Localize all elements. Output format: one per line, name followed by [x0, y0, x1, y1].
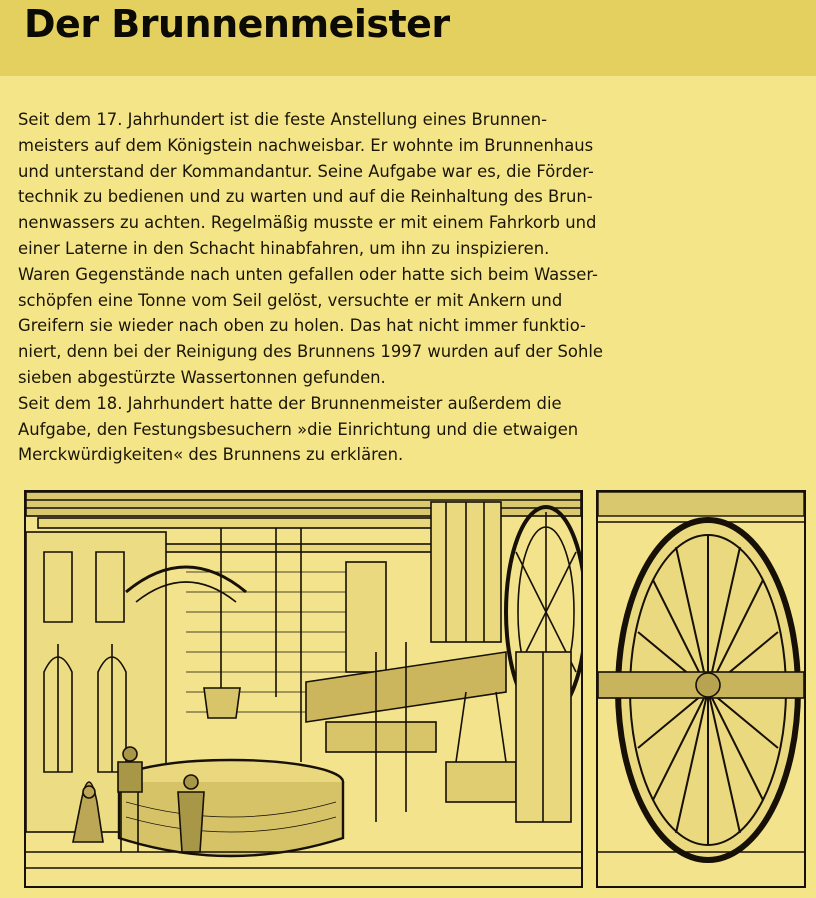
- body-line: meisters auf dem Königstein nachweisbar. Er wohnte im Brunnenhaus: [18, 135, 594, 155]
- body-line: sieben abgestürzte Wassertonnen gefunden.: [18, 367, 386, 387]
- body-line: Aufgabe, den Festungsbesuchern »die Einrichtung und die etwaigen: [18, 419, 579, 439]
- well-house-drawing: [26, 492, 581, 886]
- body-line: und unterstand der Kommandantur. Seine Aufgabe war es, die Förder-: [18, 161, 594, 181]
- engraving-treadwheel: [596, 490, 806, 888]
- body-line: niert, denn bei der Reinigung des Brunnens 1997 wurden auf der Sohle: [18, 342, 603, 362]
- page-title: Der Brunnenmeister: [24, 2, 450, 46]
- body-line: technik zu bedienen und zu warten und auf die Reinhaltung des Brun-: [18, 187, 593, 207]
- body-line: Greifern sie wieder nach oben zu holen. Das hat nicht immer funktio-: [18, 316, 586, 336]
- body-line: Merckwürdigkeiten« des Brunnens zu erklären.: [18, 445, 404, 465]
- body-line: Waren Gegenstände nach unten gefallen oder hatte sich beim Wasser-: [18, 264, 598, 284]
- engraving-well-house: [24, 490, 583, 888]
- title-bar: [0, 0, 816, 76]
- body-text: [18, 107, 630, 468]
- body-line: schöpfen eine Tonne vom Seil gelöst, versuchte er mit Ankern und: [18, 290, 563, 310]
- body-line: Seit dem 17. Jahrhundert ist die feste Anstellung eines Brunnen-: [18, 110, 548, 129]
- body-line: nenwassers zu achten. Regelmäßig musste er mit einem Fahrkorb und: [18, 213, 597, 233]
- body-line: einer Laterne in den Schacht hinabfahren, um ihn zu inspizieren.: [18, 238, 550, 258]
- body-line: Seit dem 18. Jahrhundert hatte der Brunnenmeister außerdem die: [18, 393, 562, 413]
- treadwheel-drawing: [598, 492, 804, 886]
